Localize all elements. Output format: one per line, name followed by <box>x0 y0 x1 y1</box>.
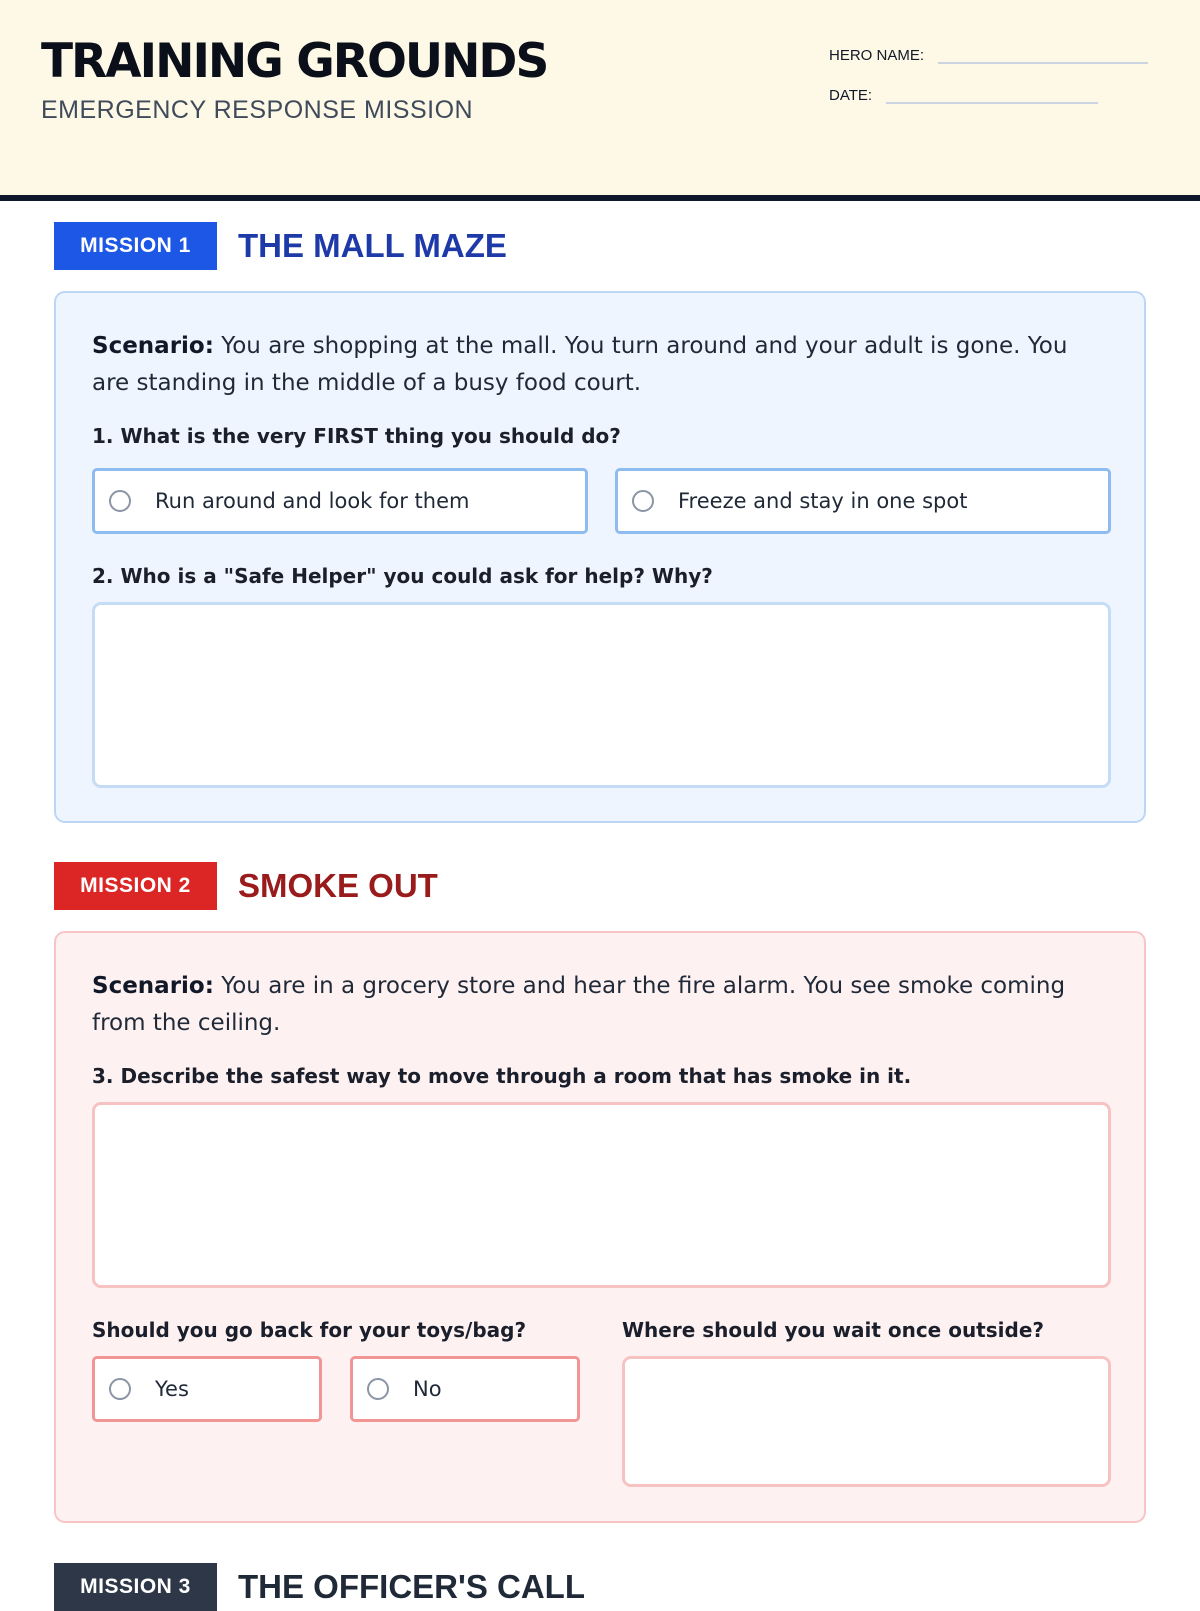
worksheet-header <box>0 0 1200 201</box>
question-2: 2. Who is a "Safe Helper" you could ask for help? Why? <box>92 564 713 588</box>
option-label: Yes <box>155 1377 189 1401</box>
date-label: DATE: <box>829 87 873 104</box>
answer-option-no[interactable] <box>350 1356 580 1422</box>
page-title: TRAINING GROUNDS <box>41 34 548 89</box>
mission-3-heading <box>54 1563 585 1611</box>
mission-2-scenario <box>92 968 1102 1042</box>
hero-name-field[interactable] <box>829 47 1148 64</box>
mission-1-badge: MISSION 1 <box>54 222 217 270</box>
question-toys-bag: Should you go back for your toys/bag? <box>92 1318 527 1342</box>
mission-1-scenario <box>92 328 1102 402</box>
mission-2-heading <box>54 862 438 910</box>
question-1: 1. What is the very FIRST thing you should do? <box>92 424 621 448</box>
answer-box-wait-outside[interactable] <box>622 1356 1111 1487</box>
date-line[interactable] <box>886 88 1098 104</box>
scenario-text: You are shopping at the mall. You turn around and your adult is gone. You are standing in the middle of a busy food court. <box>92 333 1068 396</box>
date-field[interactable] <box>829 87 1098 104</box>
option-label: Freeze and stay in one spot <box>678 489 968 513</box>
option-label: No <box>413 1377 442 1401</box>
mission-3-badge: MISSION 3 <box>54 1563 217 1611</box>
mission-1-title: THE MALL MAZE <box>238 227 507 264</box>
radio-button[interactable] <box>632 490 654 512</box>
mission-2-title: SMOKE OUT <box>238 867 438 904</box>
radio-button[interactable] <box>109 490 131 512</box>
answer-option-run-around[interactable] <box>92 468 588 534</box>
mission-2-badge: MISSION 2 <box>54 862 217 910</box>
answer-option-freeze[interactable] <box>615 468 1111 534</box>
mission-3-title: THE OFFICER'S CALL <box>238 1568 585 1605</box>
scenario-label: Scenario: <box>92 333 214 359</box>
option-label: Run around and look for them <box>155 489 470 513</box>
question-wait-outside: Where should you wait once outside? <box>622 1318 1044 1342</box>
mission-1-card <box>54 291 1146 823</box>
mission-2-card <box>54 931 1146 1523</box>
radio-button[interactable] <box>367 1378 389 1400</box>
question-3: 3. Describe the safest way to move through a room that has smoke in it. <box>92 1064 912 1088</box>
scenario-label: Scenario: <box>92 973 214 999</box>
hero-name-label: HERO NAME: <box>829 47 925 64</box>
answer-option-yes[interactable] <box>92 1356 322 1422</box>
page-subtitle: EMERGENCY RESPONSE MISSION <box>41 96 474 124</box>
answer-box-safe-helper[interactable] <box>92 602 1111 788</box>
hero-name-line[interactable] <box>938 48 1148 64</box>
mission-1-heading <box>54 222 507 270</box>
radio-button[interactable] <box>109 1378 131 1400</box>
scenario-text: You are in a grocery store and hear the fire alarm. You see smoke coming from the ceiling. <box>92 973 1066 1036</box>
answer-box-smoke-movement[interactable] <box>92 1102 1111 1288</box>
